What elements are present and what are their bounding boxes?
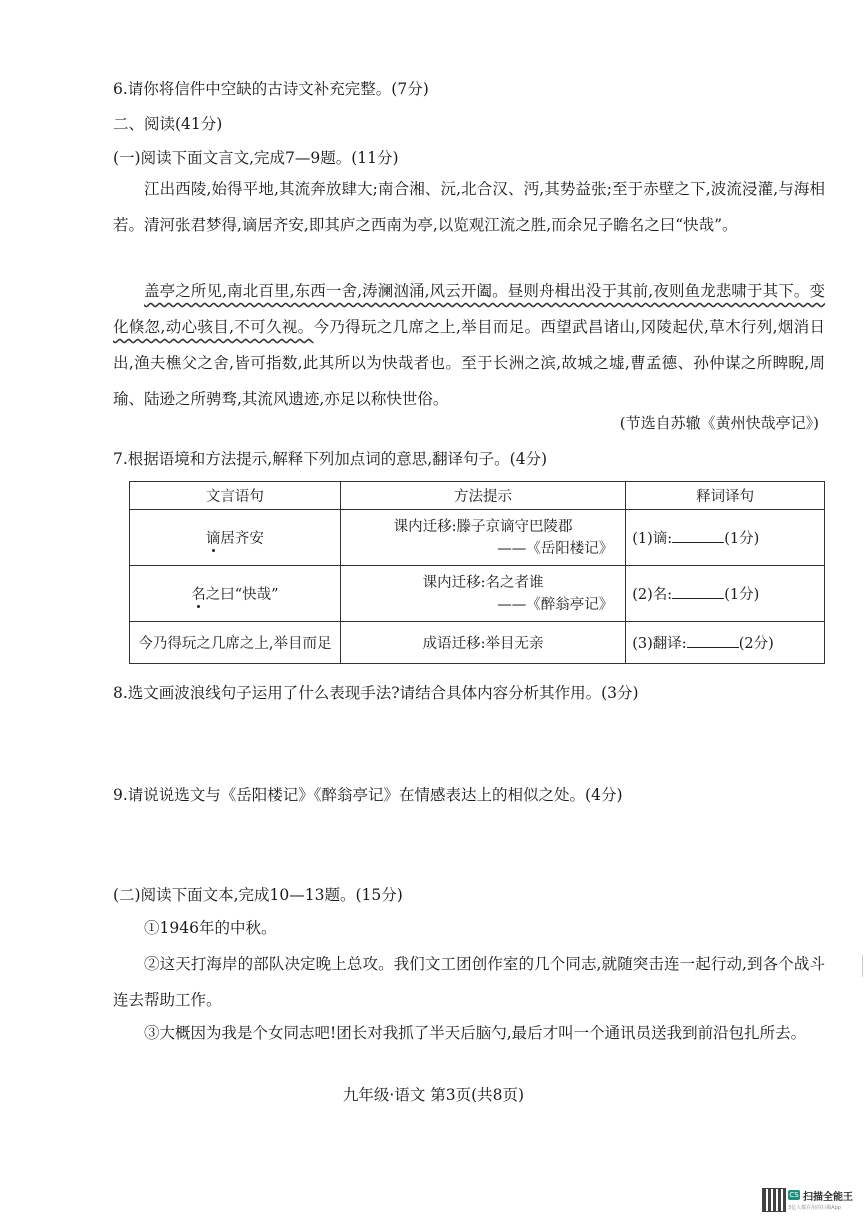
passage-paragraph-2-rest: 今乃得玩之几席之上,举目而足。西望武昌诸山,冈陵起伏,草木行列,烟消日出,渔夫樵父之舍,皆可指数,此其所以为快哉者也。至于长洲之滨,故城之墟,曹孟德、孙仲谋之所睥睨,周瑜、陆逊之所骋骛,其流风遗迹,亦足以称快世俗。	[113, 318, 825, 408]
page-edge-mark	[852, 955, 863, 977]
table-header: 方法提示	[340, 482, 625, 510]
text-paragraph-3: ③大概因为我是个女同志吧!团长对我抓了半天后脑勺,最后才叫一个通讯员送我到前沿包扎所去。	[144, 1024, 807, 1042]
dotted-word: 谪	[205, 531, 221, 547]
text-paragraph-1: ①1946年的中秋。	[144, 919, 277, 937]
scanner-app-name: 扫描全能王	[803, 1192, 853, 1203]
question-7-table	[129, 481, 825, 664]
answer-blank[interactable]	[672, 584, 724, 599]
answer-cell[interactable]: (2)名: (1分)	[626, 566, 825, 622]
question-7: 7.根据语境和方法提示,解释下列加点词的意思,翻译句子。(4分)	[113, 450, 548, 468]
method-hint: 课内迁移:滕子京谪守巴陵郡	[393, 518, 573, 535]
scanner-logo-icon: CS	[789, 1191, 799, 1199]
part-2-title: (二)阅读下面文本,完成10—13题。(15分)	[113, 886, 403, 904]
answer-cell[interactable]: (1)谪: (1分)	[626, 510, 825, 566]
sentence-cell: 谪居齐安	[130, 510, 341, 566]
table-row	[130, 622, 825, 664]
table-row	[130, 566, 825, 622]
passage-paragraph-1: 江出西陵,始得平地,其流奔放肆大;南合湘、沅,北合汉、沔,其势益张;至于赤壁之下,波流浸灌,与海相若。清河张君梦得,谪居齐安,即其庐之西南为亭,以览观江流之胜,而余兄子瞻名之曰“快哉”。	[113, 180, 825, 234]
scanner-watermark	[762, 1182, 857, 1222]
table-header-row	[130, 482, 825, 510]
hint-reference: ——《醉翁亭记》	[497, 596, 614, 613]
answer-blank[interactable]	[672, 528, 724, 543]
dotted-word: 名	[191, 587, 206, 603]
table-row	[130, 510, 825, 566]
answer-cell[interactable]: (3)翻译: (2分)	[626, 622, 825, 664]
question-8: 8.选文画波浪线句子运用了什么表现手法?请结合具体内容分析其作用。(3分)	[113, 684, 639, 702]
hint-cell: 成语迁移:举目无亲	[340, 622, 625, 664]
qr-code-icon	[762, 1188, 786, 1212]
text-paragraph-2: ②这天打海岸的部队决定晚上总攻。我们文工团创作室的几个同志,就随突击连一起行动,到各个战斗连去帮助工作。	[113, 955, 825, 1009]
hint-reference: ——《岳阳楼记》	[497, 540, 614, 557]
table-header: 文言语句	[130, 482, 341, 510]
passage-paragraph-2	[113, 273, 825, 417]
answer-blank[interactable]	[687, 633, 739, 648]
sentence-cell: 今乃得玩之几席之上,举目而足	[130, 622, 341, 664]
question-6: 6.请你将信件中空缺的古诗文补充完整。(7分)	[113, 80, 429, 98]
scanner-tagline: 3亿人都在用的扫描App	[788, 1205, 841, 1211]
passage-source: (节选自苏辙《黄州快哉亭记》)	[619, 414, 819, 432]
question-9: 9.请说说选文与《岳阳楼记》《醉翁亭记》在情感表达上的相似之处。(4分)	[113, 786, 623, 804]
table-header: 释词译句	[626, 482, 825, 510]
wavy-underlined-sentence: 盖亭之所见,南北百里,东西一舍,涛澜汹涌,风云开阖。昼则舟楫出没于其前,夜则鱼龙悲啸于其下。变化倏忽,动心骇目,不可久视。	[113, 282, 825, 336]
page-footer: 九年级·语文 第3页(共8页)	[342, 1086, 525, 1104]
hint-cell	[340, 566, 625, 622]
part-1-title: (一)阅读下面文言文,完成7—9题。(11分)	[113, 149, 399, 167]
sentence-cell: 名之曰“快哉”	[130, 566, 341, 622]
method-hint: 课内迁移:名之者谁	[422, 574, 544, 591]
section-2-heading: 二、阅读(41分)	[113, 115, 223, 133]
hint-cell	[340, 510, 625, 566]
